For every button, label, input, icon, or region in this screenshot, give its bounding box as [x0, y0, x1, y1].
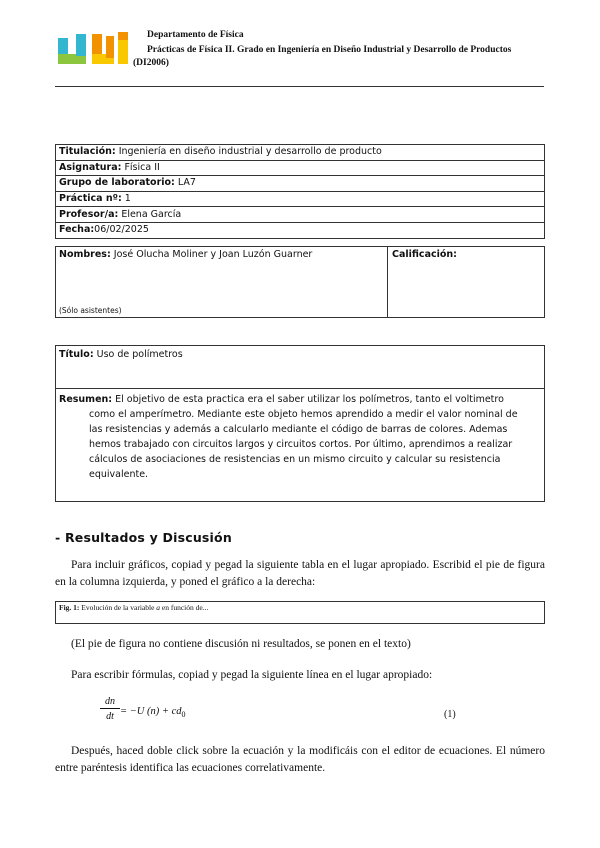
resumen-line: equivalente.: [89, 469, 149, 481]
paragraph-caption-note: [55, 636, 545, 653]
names-cell: [56, 247, 388, 317]
paragraph-text: Después, haced doble click sobre la ecuación y la modificáis con el editor de ecuaciones. El número entre paréntesis identifica las ecuaciones correlativamente.: [55, 745, 545, 774]
titulacion-label: Titulación:: [59, 146, 116, 158]
uji-logo: [58, 30, 130, 66]
equation-rhs-text: = −U (n) + cd: [120, 706, 182, 717]
course-code: (DI2006): [133, 58, 169, 68]
equation-number: (1): [444, 709, 456, 720]
profesor-label: Profesor/a:: [59, 208, 119, 220]
resumen-line: como el amperímetro. Mediante este objeto hemos aprendido a medir el valor nominal de: [89, 409, 518, 421]
header-divider: [55, 86, 544, 87]
asignatura-label: Asignatura:: [59, 161, 122, 173]
resumen-line: las resistencias y además a calcularlo mediante el código de barras de colores. Ademas: [89, 424, 508, 436]
fraction-denominator: dt: [106, 711, 114, 722]
fraction-numerator: dn: [100, 696, 120, 709]
paragraph-text: Para escribir fórmulas, copiad y pegad la siguiente línea en el lugar apropiado:: [71, 669, 433, 681]
paragraph-graphics: [55, 557, 545, 590]
equation: [90, 696, 550, 736]
titulo-value: Uso de polímetros: [93, 349, 183, 360]
caption-variable: a: [156, 603, 161, 612]
practica-label: Práctica nº:: [59, 193, 122, 205]
fecha-label: Fecha:: [59, 224, 95, 236]
figure-label: Fig. 1:: [59, 603, 80, 612]
paragraph-formulas: [55, 667, 545, 684]
profesor-value: Elena García: [118, 208, 182, 220]
titulo-cell: [56, 346, 544, 389]
titulacion-value: Ingeniería en diseño industrial y desarrollo de producto: [115, 146, 382, 158]
metadata-table: [55, 144, 545, 239]
equation-rhs: [120, 706, 186, 719]
table-row: [56, 207, 545, 223]
paragraph-editor: [55, 743, 545, 776]
grupo-value: LA7: [174, 177, 196, 189]
resumen-line: El objetivo de esta practica era el saber utilizar los polímetros, tanto el voltimetro: [112, 394, 504, 405]
table-row: [56, 145, 545, 161]
titulo-label: Título:: [59, 349, 94, 360]
practica-value: 1: [121, 193, 131, 205]
figure-caption: [59, 603, 219, 613]
paragraph-text: (El pie de figura no contiene discusión ni resultados, se ponen en el texto): [71, 638, 411, 650]
table-row: [56, 160, 545, 176]
asistentes-note: (Sólo asistentes): [59, 306, 122, 315]
caption-text: en función de...: [160, 603, 209, 612]
nombres-label: Nombres:: [59, 249, 111, 260]
summary-box: [55, 345, 545, 502]
asignatura-value: Física II: [121, 161, 160, 173]
calificacion-label: Calificación:: [392, 249, 457, 260]
resumen-label: Resumen:: [59, 394, 113, 405]
paragraph-text: Para incluir gráficos, copiad y pegad la siguiente tabla en el lugar apropiado. Escribid el pie de figura en la columna izquierda, y poned el gráfico a la derecha:: [55, 559, 545, 588]
names-box: [55, 246, 545, 318]
department-title: Departamento de Física: [147, 30, 244, 40]
figure-table: [55, 601, 545, 624]
table-row: [56, 222, 545, 238]
fecha-value: 06/02/2025: [94, 224, 149, 236]
practice-title: Prácticas de Física II. Grado en Ingeniería en Diseño Industrial y Desarrollo de Productos: [147, 45, 512, 55]
resumen-line: hemos trabajado con circuitos largos y circuitos cortos. Por último, aprendimos a realizar: [89, 439, 513, 451]
table-row: [56, 191, 545, 207]
resumen-text: [59, 392, 539, 483]
nombres-value: José Olucha Moliner y Joan Luzón Guarner: [110, 249, 313, 260]
equation-subscript: 0: [181, 710, 186, 720]
equation-fraction: [100, 696, 120, 722]
section-title: - Resultados y Discusión: [55, 530, 232, 545]
table-row: [56, 176, 545, 192]
caption-text: Evolución de la variable: [79, 603, 157, 612]
grupo-label: Grupo de laboratorio:: [59, 177, 175, 189]
resumen-line: cálculos de asociaciones de resistencias en un mismo circuito y calcular su resistencia: [89, 454, 501, 466]
